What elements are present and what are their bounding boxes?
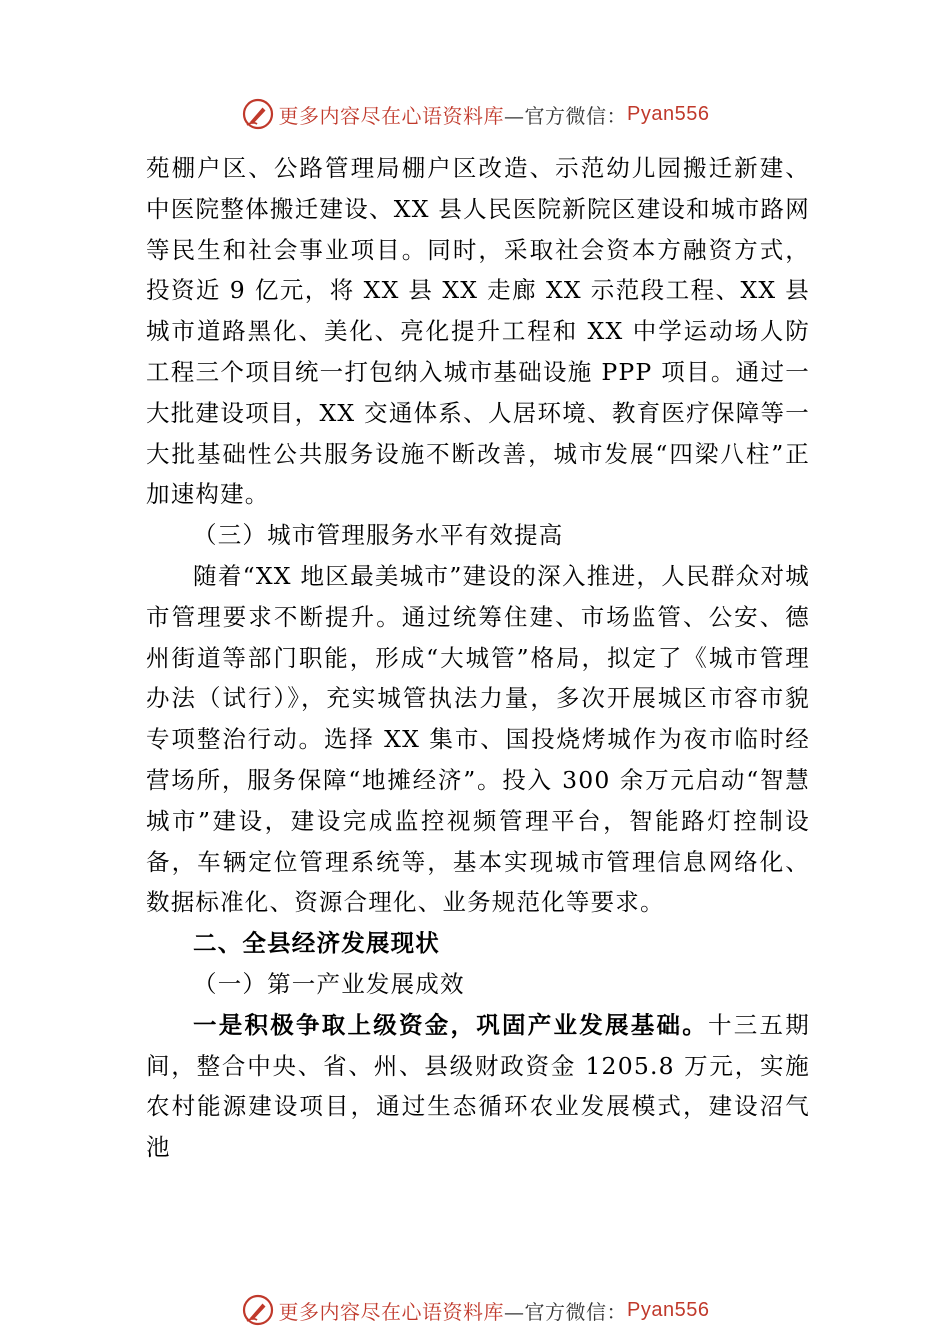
section-heading-urban-management: （三）城市管理服务水平有效提高 (193, 521, 564, 550)
pen-logo-icon (241, 97, 275, 131)
section-heading-primary-industry: （一）第一产业发展成效 (193, 969, 465, 998)
pen-logo-icon (241, 1293, 275, 1327)
watermark-text-main: 更多内容尽在心语资料库 (278, 103, 505, 128)
paragraph-urban-construction: 苑棚户区、公路管理局棚户区改造、示范幼儿园搬迁新建、 中医院整体搬迁建设、XX 县人民医院新院区建设和城市路网等民生和社会事业项目。同时，采取社会资本方融资方式， 投资近 9 亿元，将 XX 县 XX 走廊 XX 示范段工程、XX 县城市道路黑化、美化、亮化提升工程和 XX 中学运动场人防工程三个项目统一打包纳入城市基础设施 PPP 项目。通过一大批建设项目，XX 交通体系、人居环境、教育医疗保障等一大批基础性公共服务设施不断改善，城市发展“四梁八柱”正加速构建。 (146, 154, 810, 509)
header-watermark (0, 94, 950, 134)
watermark-text-id: Pyan556 (627, 102, 710, 125)
paragraph-body: 十三五期间，整合中央、省、州、县级财政资金 1205.8 万元，实施农村能源建设项目，通过生态循环农业发展模式，建设沼气池 (146, 1010, 811, 1162)
paragraph-lead-bold: 一是积极争取上级资金，巩固产业发展基础。 (193, 1010, 709, 1039)
paragraph-urban-management: 随着“XX 地区最美城市”建设的深入推进，人民群众对城市管理要求不断提升。通过统筹住建、市场监管、公安、德州街道等部门职能，形成“大城管”格局，拟定了《城市管理办法（试行）》，充实城管执法力量，多次开展城区市容市貌专项整治行动。选择 XX 集市、国投烧烤城作为夜市临时经营场所，服务保障“地摊经济”。投入 300 余万元启动“智慧城市”建设，建设完成监控视频管理平台，智能路灯控制设备，车辆定位管理系统等，基本实现城市管理信息网络化、数据标准化、资源合理化、业务规范化等要求。 (146, 561, 810, 917)
footer-watermark (0, 1290, 950, 1330)
document-body (146, 148, 810, 1168)
watermark-text-main: 更多内容尽在心语资料库 (278, 1299, 505, 1324)
watermark-text-wechat: —官方微信： (504, 1299, 628, 1324)
chapter-heading-economy: 二、全县经济发展现状 (193, 929, 440, 958)
watermark-text-wechat: —官方微信： (504, 103, 628, 128)
watermark-text-id: Pyan556 (627, 1298, 710, 1321)
paragraph-primary-industry (146, 1005, 810, 1168)
